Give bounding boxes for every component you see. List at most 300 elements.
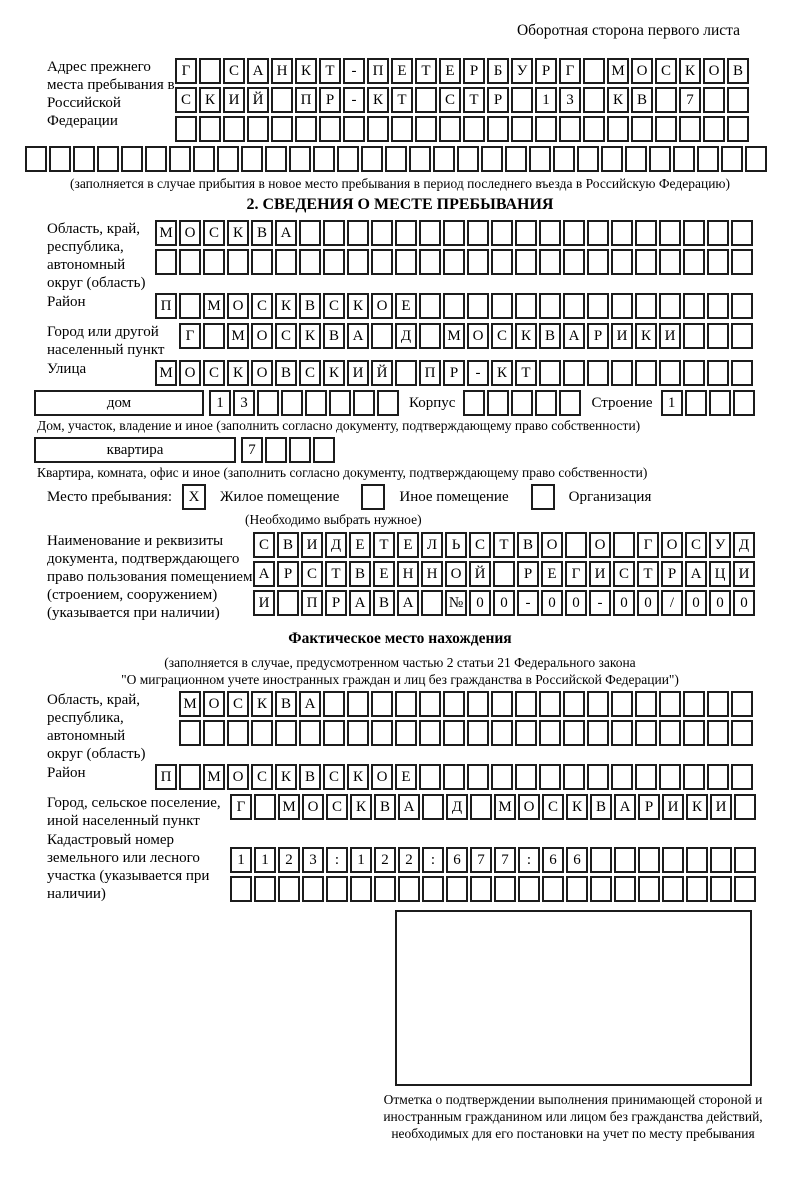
char-cell: Е xyxy=(397,532,419,558)
char-cell xyxy=(419,293,441,319)
cell-row xyxy=(155,249,755,275)
char-cell: 0 xyxy=(733,590,755,616)
char-cell: Р xyxy=(638,794,660,820)
char-cell xyxy=(535,390,557,416)
char-cell: А xyxy=(563,323,585,349)
char-cell: С xyxy=(685,532,707,558)
char-cell xyxy=(398,876,420,902)
fact-gorod-label: Город, сельское поселение, иной населенный пункт xyxy=(47,795,221,829)
char-cell: С xyxy=(251,764,273,790)
char-cell xyxy=(323,220,345,246)
char-cell xyxy=(299,720,321,746)
char-cell xyxy=(683,360,705,386)
stroenie-cells xyxy=(661,390,757,416)
char-cell: А xyxy=(614,794,636,820)
char-cell xyxy=(685,390,707,416)
char-cell xyxy=(635,691,657,717)
char-cell xyxy=(493,561,515,587)
char-cell: Т xyxy=(325,561,347,587)
prev-address-cells xyxy=(175,58,751,145)
char-cell: Р xyxy=(487,87,509,113)
char-cell xyxy=(721,146,743,172)
char-cell: С xyxy=(301,561,323,587)
char-cell: 3 xyxy=(233,390,255,416)
char-cell: О xyxy=(703,58,725,84)
char-cell xyxy=(241,146,263,172)
char-cell xyxy=(203,323,225,349)
char-cell: М xyxy=(155,220,177,246)
char-cell xyxy=(662,847,684,873)
char-cell xyxy=(635,720,657,746)
char-cell: С xyxy=(542,794,564,820)
char-cell: 1 xyxy=(350,847,372,873)
char-cell: М xyxy=(494,794,516,820)
char-cell xyxy=(295,116,317,142)
char-cell xyxy=(299,249,321,275)
char-cell: О xyxy=(631,58,653,84)
char-cell: М xyxy=(443,323,465,349)
char-cell xyxy=(457,146,479,172)
char-cell xyxy=(679,116,701,142)
char-cell xyxy=(515,293,537,319)
char-cell: К xyxy=(299,323,321,349)
char-cell: Т xyxy=(515,360,537,386)
kvartira-row xyxy=(25,437,775,463)
char-cell xyxy=(635,360,657,386)
char-cell xyxy=(467,691,489,717)
char-cell: У xyxy=(709,532,731,558)
char-cell xyxy=(731,720,753,746)
char-cell xyxy=(347,691,369,717)
char-cell xyxy=(583,58,605,84)
char-cell: О xyxy=(589,532,611,558)
char-cell xyxy=(707,323,729,349)
char-cell: И xyxy=(659,323,681,349)
char-cell xyxy=(563,360,585,386)
char-cell xyxy=(73,146,95,172)
char-cell: О xyxy=(518,794,540,820)
char-cell: О xyxy=(467,323,489,349)
char-cell: К xyxy=(367,87,389,113)
char-cell: А xyxy=(398,794,420,820)
char-cell: И xyxy=(710,794,732,820)
char-cell: 7 xyxy=(470,847,492,873)
char-cell xyxy=(481,146,503,172)
char-cell: Г xyxy=(175,58,197,84)
fact-note-2: "О миграционном учете иностранных граждан и лиц без гражданства в Российской Федерации") xyxy=(121,672,679,687)
char-cell: А xyxy=(299,691,321,717)
char-cell xyxy=(707,720,729,746)
char-cell xyxy=(662,876,684,902)
char-cell: В xyxy=(374,794,396,820)
char-cell xyxy=(505,146,527,172)
char-cell xyxy=(727,116,749,142)
char-cell xyxy=(421,590,443,616)
char-cell xyxy=(635,220,657,246)
char-cell xyxy=(391,116,413,142)
char-cell xyxy=(302,876,324,902)
char-cell: Р xyxy=(517,561,539,587)
char-cell xyxy=(611,764,633,790)
char-cell xyxy=(49,146,71,172)
stamp-box xyxy=(395,910,752,1086)
char-cell xyxy=(731,249,753,275)
char-cell: В xyxy=(251,220,273,246)
char-cell: А xyxy=(397,590,419,616)
mesto-label: Место пребывания: xyxy=(47,488,172,505)
korpus-label: Корпус xyxy=(409,394,456,411)
char-cell xyxy=(659,293,681,319)
char-cell xyxy=(563,249,585,275)
char-cell xyxy=(275,249,297,275)
char-cell: М xyxy=(278,794,300,820)
char-cell xyxy=(734,876,756,902)
gorod-field xyxy=(25,323,775,359)
char-cell: К xyxy=(275,764,297,790)
char-cell: С xyxy=(203,220,225,246)
section2-title: 2. СВЕДЕНИЯ О МЕСТЕ ПРЕБЫВАНИЯ xyxy=(246,196,554,213)
char-cell: Н xyxy=(397,561,419,587)
char-cell xyxy=(254,794,276,820)
char-cell xyxy=(587,360,609,386)
char-cell: М xyxy=(227,323,249,349)
char-cell xyxy=(199,58,221,84)
prev-address-overflow-row xyxy=(25,146,775,172)
char-cell: Т xyxy=(637,561,659,587)
checkbox-organizatsiya xyxy=(531,484,555,510)
char-cell xyxy=(686,847,708,873)
doc-cells xyxy=(253,532,757,619)
char-cell xyxy=(275,720,297,746)
char-cell xyxy=(659,720,681,746)
char-cell xyxy=(511,390,533,416)
ulitsa-label: Улица xyxy=(47,361,87,377)
char-cell xyxy=(539,764,561,790)
char-cell xyxy=(419,249,441,275)
char-cell xyxy=(587,249,609,275)
char-cell: С xyxy=(469,532,491,558)
dom-box: дом xyxy=(34,390,204,416)
char-cell: Р xyxy=(587,323,609,349)
char-cell xyxy=(539,249,561,275)
char-cell: А xyxy=(347,323,369,349)
fact-oblast-label: Область, край, республика, автономный округ (область) xyxy=(47,692,146,762)
prev-address-note: (заполняется в случае прибытия в новое место пребывания в период последнего въезда в Российскую Федерацию) xyxy=(69,176,731,191)
char-cell: П xyxy=(301,590,323,616)
char-cell xyxy=(683,249,705,275)
char-cell: - xyxy=(343,58,365,84)
char-cell xyxy=(491,293,513,319)
char-cell: В xyxy=(631,87,653,113)
char-cell: Т xyxy=(319,58,341,84)
char-cell: О xyxy=(179,220,201,246)
char-cell xyxy=(587,293,609,319)
char-cell: 0 xyxy=(637,590,659,616)
char-cell: Д xyxy=(325,532,347,558)
char-cell xyxy=(374,876,396,902)
char-cell xyxy=(590,847,612,873)
char-cell: В xyxy=(299,764,321,790)
char-cell xyxy=(518,876,540,902)
gorod-cells xyxy=(179,323,755,352)
char-cell: 3 xyxy=(302,847,324,873)
char-cell xyxy=(193,146,215,172)
cell-row xyxy=(175,116,751,142)
char-cell: О xyxy=(302,794,324,820)
char-cell: А xyxy=(275,220,297,246)
char-cell xyxy=(433,146,455,172)
char-cell xyxy=(467,249,489,275)
char-cell xyxy=(347,720,369,746)
char-cell xyxy=(683,220,705,246)
char-cell xyxy=(553,146,575,172)
char-cell: - xyxy=(517,590,539,616)
char-cell xyxy=(277,590,299,616)
char-cell: № xyxy=(445,590,467,616)
char-cell xyxy=(649,146,671,172)
char-cell xyxy=(443,764,465,790)
char-cell xyxy=(299,220,321,246)
fact-raion-cells xyxy=(155,764,755,793)
char-cell: В xyxy=(373,590,395,616)
mesto-row xyxy=(25,484,775,510)
char-cell xyxy=(491,249,513,275)
char-cell xyxy=(271,116,293,142)
fact-oblast-field xyxy=(25,691,775,763)
char-cell xyxy=(635,764,657,790)
char-cell xyxy=(655,116,677,142)
char-cell xyxy=(539,293,561,319)
char-cell: О xyxy=(541,532,563,558)
char-cell: С xyxy=(275,323,297,349)
char-cell xyxy=(659,764,681,790)
char-cell xyxy=(257,390,279,416)
char-cell xyxy=(563,293,585,319)
char-cell: Р xyxy=(277,561,299,587)
char-cell: Р xyxy=(661,561,683,587)
ulitsa-field xyxy=(25,360,775,389)
char-cell: К xyxy=(686,794,708,820)
fact-raion-label: Район xyxy=(47,765,86,781)
char-cell: Д xyxy=(395,323,417,349)
char-cell xyxy=(611,691,633,717)
char-cell xyxy=(281,390,303,416)
page-side-note: Оборотная сторона первого листа xyxy=(516,22,740,39)
char-cell: С xyxy=(439,87,461,113)
char-cell xyxy=(745,146,767,172)
char-cell: Й xyxy=(469,561,491,587)
char-cell xyxy=(199,116,221,142)
char-cell xyxy=(611,220,633,246)
char-cell xyxy=(731,293,753,319)
char-cell xyxy=(230,876,252,902)
char-cell xyxy=(565,532,587,558)
char-cell: : xyxy=(326,847,348,873)
char-cell: Е xyxy=(391,58,413,84)
char-cell: Т xyxy=(415,58,437,84)
char-cell: С xyxy=(299,360,321,386)
char-cell xyxy=(529,146,551,172)
char-cell: И xyxy=(611,323,633,349)
char-cell xyxy=(707,764,729,790)
char-cell xyxy=(587,720,609,746)
char-cell: О xyxy=(179,360,201,386)
char-cell xyxy=(607,116,629,142)
oblast-label: Область, край, республика, автономный округ (область) xyxy=(47,221,146,291)
char-cell xyxy=(353,390,375,416)
char-cell xyxy=(587,220,609,246)
char-cell xyxy=(659,249,681,275)
char-cell: И xyxy=(253,590,275,616)
char-cell: Е xyxy=(541,561,563,587)
char-cell: 0 xyxy=(613,590,635,616)
char-cell: 1 xyxy=(535,87,557,113)
char-cell xyxy=(734,794,756,820)
cell-row xyxy=(179,691,755,717)
char-cell: - xyxy=(343,87,365,113)
char-cell xyxy=(707,220,729,246)
char-cell: Т xyxy=(493,532,515,558)
fact-gorod-cells xyxy=(230,794,758,823)
char-cell: 6 xyxy=(566,847,588,873)
char-cell xyxy=(350,876,372,902)
option-zhiloe-label: Жилое помещение xyxy=(220,488,340,505)
char-cell: М xyxy=(179,691,201,717)
char-cell xyxy=(415,87,437,113)
char-cell xyxy=(463,116,485,142)
kvartira-box: квартира xyxy=(34,437,236,463)
char-cell: С xyxy=(227,691,249,717)
char-cell: М xyxy=(203,764,225,790)
char-cell: И xyxy=(301,532,323,558)
dom-cells xyxy=(209,390,401,416)
char-cell: 1 xyxy=(254,847,276,873)
char-cell: Е xyxy=(373,561,395,587)
cell-row xyxy=(175,87,751,113)
char-cell xyxy=(467,220,489,246)
char-cell xyxy=(566,876,588,902)
char-cell xyxy=(731,764,753,790)
char-cell xyxy=(601,146,623,172)
cell-row xyxy=(253,590,757,616)
char-cell xyxy=(491,220,513,246)
char-cell xyxy=(271,87,293,113)
char-cell xyxy=(559,390,581,416)
char-cell xyxy=(559,116,581,142)
kadastr-cells xyxy=(230,847,758,905)
char-cell: Е xyxy=(349,532,371,558)
char-cell xyxy=(625,146,647,172)
gorod-label: Город или другой населенный пункт xyxy=(47,324,165,358)
char-cell: Ь xyxy=(445,532,467,558)
char-cell xyxy=(223,116,245,142)
char-cell: К xyxy=(347,293,369,319)
char-cell: Р xyxy=(463,58,485,84)
char-cell: В xyxy=(323,323,345,349)
char-cell: : xyxy=(518,847,540,873)
char-cell xyxy=(563,220,585,246)
char-cell xyxy=(515,220,537,246)
char-cell xyxy=(343,116,365,142)
prev-address-field xyxy=(25,58,775,145)
char-cell: С xyxy=(491,323,513,349)
char-cell xyxy=(463,390,485,416)
char-cell xyxy=(467,764,489,790)
char-cell xyxy=(683,293,705,319)
char-cell xyxy=(731,323,753,349)
char-cell xyxy=(733,390,755,416)
char-cell xyxy=(169,146,191,172)
char-cell: 6 xyxy=(542,847,564,873)
char-cell: В xyxy=(277,532,299,558)
char-cell xyxy=(443,249,465,275)
char-cell xyxy=(494,876,516,902)
char-cell: К xyxy=(491,360,513,386)
char-cell xyxy=(611,360,633,386)
char-cell: У xyxy=(511,58,533,84)
char-cell: С xyxy=(253,532,275,558)
char-cell xyxy=(491,691,513,717)
char-cell: О xyxy=(251,360,273,386)
char-cell: / xyxy=(661,590,683,616)
fact-note-1: (заполняется в случае, предусмотренном частью 2 статьи 21 Федерального закона xyxy=(164,655,636,670)
char-cell xyxy=(395,220,417,246)
oblast-cells xyxy=(155,220,755,278)
char-cell xyxy=(710,847,732,873)
cell-row xyxy=(253,561,757,587)
char-cell: 7 xyxy=(494,847,516,873)
char-cell xyxy=(707,249,729,275)
char-cell: Т xyxy=(391,87,413,113)
char-cell xyxy=(326,876,348,902)
char-cell: О xyxy=(371,764,393,790)
char-cell xyxy=(583,116,605,142)
char-cell xyxy=(289,146,311,172)
char-cell xyxy=(563,720,585,746)
char-cell: Р xyxy=(535,58,557,84)
stroenie-label: Строение xyxy=(591,394,653,411)
char-cell xyxy=(731,691,753,717)
char-cell xyxy=(323,691,345,717)
char-cell xyxy=(385,146,407,172)
cell-row xyxy=(179,720,755,746)
char-cell: Б xyxy=(487,58,509,84)
char-cell xyxy=(251,249,273,275)
char-cell xyxy=(577,146,599,172)
char-cell xyxy=(467,293,489,319)
char-cell xyxy=(155,249,177,275)
char-cell xyxy=(179,249,201,275)
char-cell: К xyxy=(227,220,249,246)
char-cell xyxy=(179,293,201,319)
doc-field xyxy=(25,532,775,622)
checkbox-zhiloe: X xyxy=(182,484,206,510)
char-cell xyxy=(377,390,399,416)
char-cell xyxy=(439,116,461,142)
char-cell xyxy=(635,249,657,275)
char-cell: С xyxy=(251,293,273,319)
char-cell: Н xyxy=(271,58,293,84)
fact-gorod-field xyxy=(25,794,775,830)
char-cell: С xyxy=(655,58,677,84)
char-cell xyxy=(203,720,225,746)
char-cell xyxy=(203,249,225,275)
char-cell xyxy=(511,87,533,113)
char-cell: С xyxy=(323,764,345,790)
doc-label: Наименование и реквизиты документа, подтверждающего право пользования помещением (строением, сооружением) (указывается при наличии) xyxy=(47,533,253,621)
char-cell: Д xyxy=(733,532,755,558)
char-cell xyxy=(313,146,335,172)
